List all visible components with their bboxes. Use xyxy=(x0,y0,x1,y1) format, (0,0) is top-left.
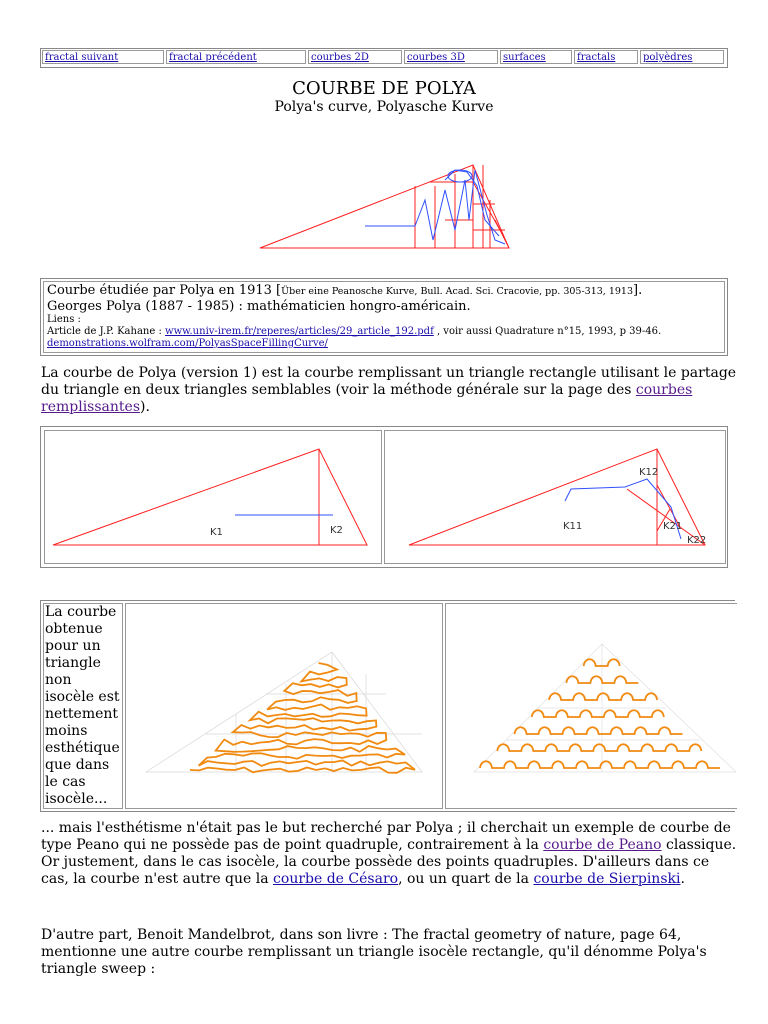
first-division-diagram xyxy=(45,431,381,563)
nav-cell xyxy=(574,50,638,64)
aesthetics-text-1: ... mais l'esthétisme n'était pas le but recherché par Polya ; il cherchait un exemple de courbe de type Peano qui ne possède pas de point quadruple, contrairement à la xyxy=(41,820,731,853)
intro-text-end: ). xyxy=(140,399,150,415)
iso-curve-row xyxy=(480,761,720,768)
info-study-end: ]. xyxy=(633,283,643,298)
figure-cell-second-division xyxy=(384,430,726,564)
aesthetics-text-4: . xyxy=(680,871,685,887)
aesthetics-text-2: classique. Or justement, dans le cas isocèle, la courbe possède des points quadruples. D'ailleurs dans ce cas, la courbe n'est autre que la xyxy=(41,837,737,887)
nav-link-next-fractal[interactable]: fractal suivant xyxy=(45,52,119,63)
aesthetics-text-3: , ou un quart de la xyxy=(398,871,534,887)
sierpinski-curve-link[interactable]: courbe de Sierpinski xyxy=(533,871,681,887)
nav-link-fractals[interactable]: fractals xyxy=(577,52,616,63)
isosceles-curve-image xyxy=(446,604,736,808)
figure-cell-first-division xyxy=(44,430,382,564)
nav-cell xyxy=(308,50,402,64)
wolfram-link[interactable]: demonstrations.wolfram.com/PolyasSpaceFillingCurve/ xyxy=(47,338,328,349)
nav-cell xyxy=(640,50,724,64)
iso-curve-row xyxy=(497,744,701,751)
label-k21: K21 xyxy=(663,521,683,532)
nav-cell xyxy=(404,50,498,64)
comparison-text: La courbe obtenue pour un triangle non isocèle est nettement moins esthétique que dans le cas isocèle... xyxy=(45,604,120,807)
page-title: COURBE DE POLYA xyxy=(292,78,476,99)
nav-cell xyxy=(166,50,306,64)
label-k2: K2 xyxy=(330,525,343,536)
article-link[interactable]: www.univ-irem.fr/reperes/articles/29_article_192.pdf xyxy=(165,326,434,337)
nav-link-polyhedra[interactable]: polyèdres xyxy=(643,52,693,63)
space-filling-curves-link[interactable]: courbes remplissantes xyxy=(41,382,693,415)
iso-curve-row xyxy=(566,676,638,683)
mandelbrot-paragraph: D'autre part, Benoit Mandelbrot, dans son livre : The fractal geometry of nature, page 64, mentionne une autre courbe remplissant un triangle isocèle rectangle, qu'il dénomme Polya's triangle sweep : xyxy=(41,927,707,977)
peano-curve-link[interactable]: courbe de Peano xyxy=(543,837,662,853)
nav-link-surfaces[interactable]: surfaces xyxy=(503,52,546,63)
non-isosceles-curve-image xyxy=(126,604,442,808)
nav-link-curves-2d[interactable]: courbes 2D xyxy=(311,52,369,63)
polya-curve-header-figure xyxy=(255,160,517,252)
label-k1: K1 xyxy=(210,527,223,538)
nav-cell xyxy=(500,50,572,64)
iso-curve-row xyxy=(532,710,664,717)
info-box xyxy=(40,278,728,356)
intro-text: La courbe de Polya (version 1) est la courbe remplissant un triangle rectangle utilisant le partage du triangle en deux triangles semblables (voir la méthode générale sur la page des xyxy=(41,365,737,398)
isosceles-comparison-table xyxy=(40,600,735,812)
iso-curve-row xyxy=(584,659,620,666)
iso-curve-row xyxy=(549,693,657,700)
info-reference: Über eine Peanosche Kurve, Bull. Acad. Sci. Cracovie, pp. 305-313, 1913 xyxy=(281,286,634,297)
label-k12: K12 xyxy=(639,467,659,478)
nav-link-previous-fractal[interactable]: fractal précédent xyxy=(169,52,257,63)
construction-figures-table xyxy=(40,426,728,568)
info-article-suffix: , voir aussi Quadrature n°15, 1993, p 39-46. xyxy=(433,326,662,337)
label-k11: K11 xyxy=(563,521,583,532)
nav-cell xyxy=(42,50,164,64)
info-biography: Georges Polya (1887 - 1985) : mathématicien hongro-américain. xyxy=(47,299,471,314)
figure-cell-isosceles xyxy=(445,603,737,809)
label-k22: K22 xyxy=(687,535,707,546)
cesaro-curve-link[interactable]: courbe de Césaro xyxy=(273,871,399,887)
figure-cell-non-isosceles xyxy=(125,603,443,809)
second-division-diagram xyxy=(385,431,725,563)
comparison-text-cell xyxy=(43,603,123,809)
iso-curve-row xyxy=(515,727,683,734)
aesthetics-paragraph xyxy=(41,820,741,888)
page-subtitle: Polya's curve, Polyasche Kurve xyxy=(274,99,494,115)
nav-bar xyxy=(40,48,728,68)
intro-paragraph xyxy=(41,365,741,416)
info-study-text: Courbe étudiée par Polya en 1913 [ xyxy=(47,283,282,298)
info-links-label: Liens : xyxy=(47,314,81,325)
info-article-prefix: Article de J.P. Kahane : xyxy=(47,326,166,337)
nav-link-curves-3d[interactable]: courbes 3D xyxy=(407,52,465,63)
